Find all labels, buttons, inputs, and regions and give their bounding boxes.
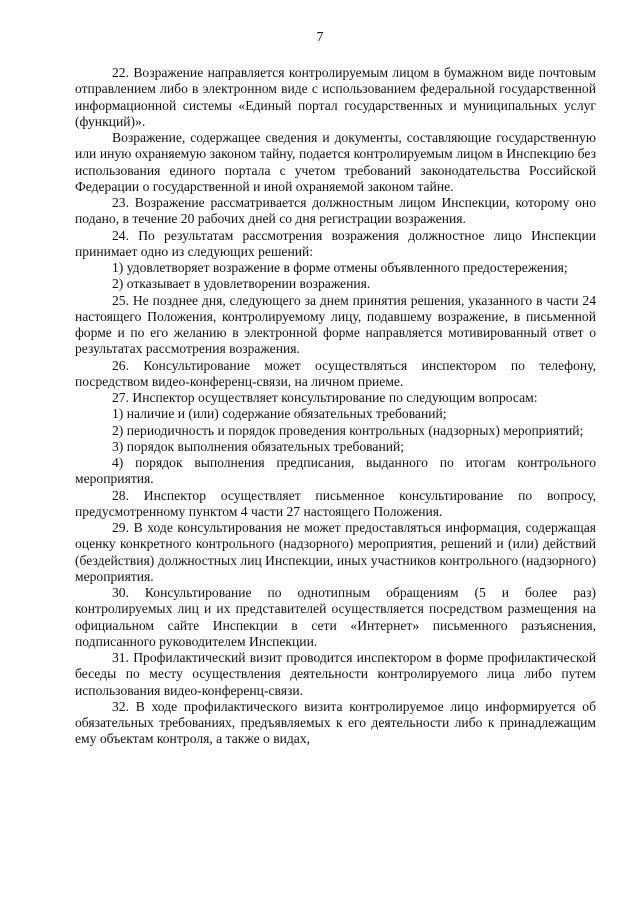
list-item-24-2: 2) отказывает в удовлетворении возражения. [112,276,371,292]
list-item-24-1: 1) удовлетворяет возражение в форме отмены объявленного предостережения; [112,260,568,275]
list-item-27-4: 4) порядок выполнения предписания, выданного по итогам контрольного мероприятия. [75,455,596,487]
list-item-27-2: 2) периодичность и порядок проведения контрольных (надзорных) мероприятий; [112,422,584,438]
paragraph-27: 27. Инспектор осуществляет консультирование по следующим вопросам: [112,390,538,405]
document-body [75,65,596,748]
paragraph-objection-secret: Возражение, содержащее сведения и документы, составляющие государственную или иную охраняемую законом тайну, подается контролируемым лицом в Инспекцию без использования единого портала с учетом требований законодательства Российской Федерации о государственной и иной охраняемой законом тайне. [75,130,596,194]
paragraph-32: 32. В ходе профилактического визита контролируемое лицо информируется об обязательных требованиях, предъявляемых к его деятельности либо к принадлежащим ему объектам контроля, а также о видах, [75,698,596,747]
list-item-27-1: 1) наличие и (или) содержание обязательных требований; [112,406,447,422]
paragraph-28: 28. Инспектор осуществляет письменное консультирование по вопросу, предусмотренному пунктом 4 части 27 настоящего Положения. [75,487,596,519]
paragraph-29: 29. В ходе консультирования не может предоставляться информация, содержащая оценку конкретного контрольного (надзорного) мероприятия, решений и (или) действий (бездействия) должностных лиц Инспекции, иных участников контрольного (надзорного) мероприятия. [75,520,596,584]
paragraph-26: 26. Консультирование может осуществляться инспектором по телефону, посредством видео-конференц-связи, на личном приеме. [75,357,596,389]
paragraph-23: 23. Возражение рассматривается должностным лицом Инспекции, которому оно подано, в течение 20 рабочих дней со дня регистрации возражения. [75,195,596,227]
list-item-27-3: 3) порядок выполнения обязательных требований; [112,438,405,454]
paragraph-30: 30. Консультирование по однотипным обращениям (5 и более раз) контролируемых лиц и их представителей осуществляется посредством размещения на официальном сайте Инспекции в сети «Интернет» письменного разъяснения, подписанного руководителем Инспекции. [75,585,596,649]
paragraph-25: 25. Не позднее дня, следующего за днем принятия решения, указанного в части 24 настоящего Положения, контролируемому лицу, подавшему возражение, в письменной форме и по его желанию в электронной форме направляется мотивированный ответ о результатах рассмотрения возражения. [75,292,596,357]
paragraph-24: 24. По результатам рассмотрения возражения должностное лицо Инспекции принимает одно из следующих решений: [75,227,596,259]
paragraph-31: 31. Профилактический визит проводится инспектором в форме профилактической беседы по месту осуществления деятельности контролируемого лица либо путем использования видео-конференц-связи. [75,650,596,698]
page-number: 7 [316,30,324,45]
paragraph-22: 22. Возражение направляется контролируемым лицом в бумажном виде почтовым отправлением либо в электронном виде с использованием федеральной государственной информационной системы «Единый портал государственных и муниципальных услуг (функций)». [75,65,596,129]
